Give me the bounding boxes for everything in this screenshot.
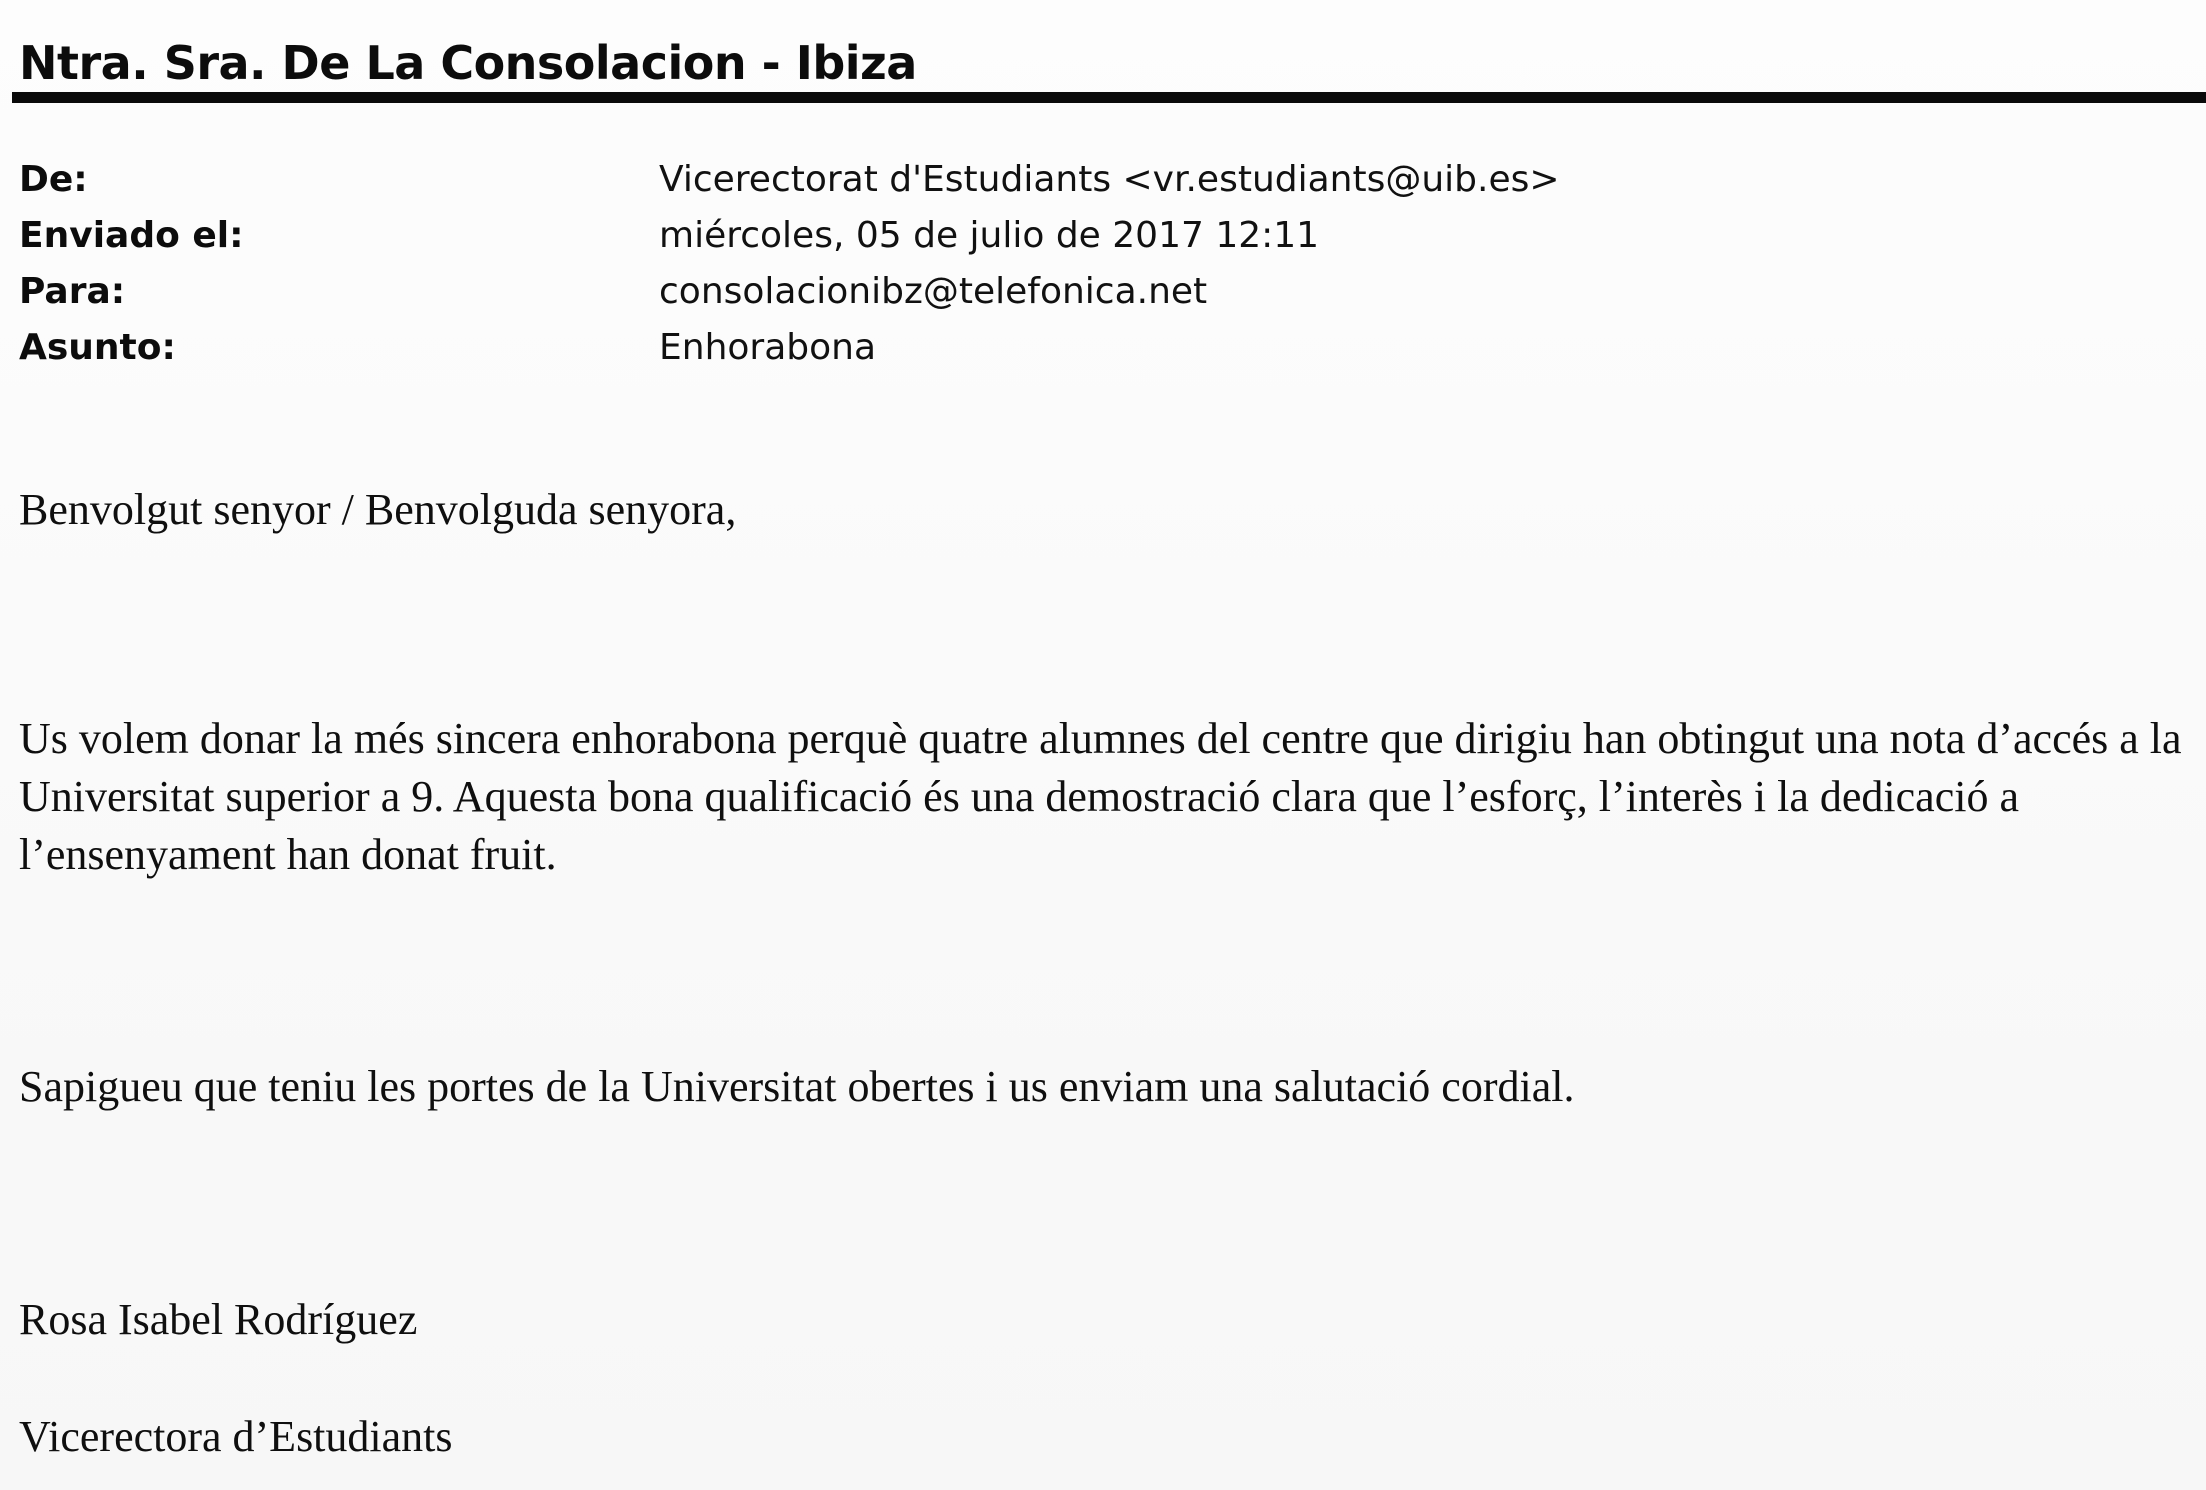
signature-name: Rosa Isabel Rodríguez xyxy=(19,1295,418,1344)
to-value: consolacionibz@telefonica.net xyxy=(659,271,1208,312)
email-greeting: Benvolgut senyor / Benvolguda senyora, xyxy=(19,485,737,534)
email-paragraph-2: Sapigueu que teniu les portes de la Universitat obertes i us enviam una salutació cordial. xyxy=(19,1062,1575,1111)
subject-value: Enhorabona xyxy=(659,327,877,368)
from-label: De: xyxy=(19,159,88,200)
header-divider xyxy=(12,92,2206,103)
from-value: Vicerectorat d'Estudiants <vr.estudiants@uib.es> xyxy=(659,159,1560,200)
signature-role: Vicerectora d’Estudiants xyxy=(19,1412,453,1461)
page-title: Ntra. Sra. De La Consolacion - Ibiza xyxy=(19,36,917,90)
email-paragraph-1: Us volem donar la més sincera enhorabona perquè quatre alumnes del centre que dirigiu han obtingut una nota d’accés a la Universitat superior a 9. Aquesta bona qualificació és una demostració clara que l’esforç, l’interès i la dedicació a l’ensenyament han donat fruit. xyxy=(19,714,2182,879)
sent-value: miércoles, 05 de julio de 2017 12:11 xyxy=(659,215,1320,256)
subject-label: Asunto: xyxy=(19,327,176,368)
sent-label: Enviado el: xyxy=(19,215,244,256)
to-label: Para: xyxy=(19,271,126,312)
